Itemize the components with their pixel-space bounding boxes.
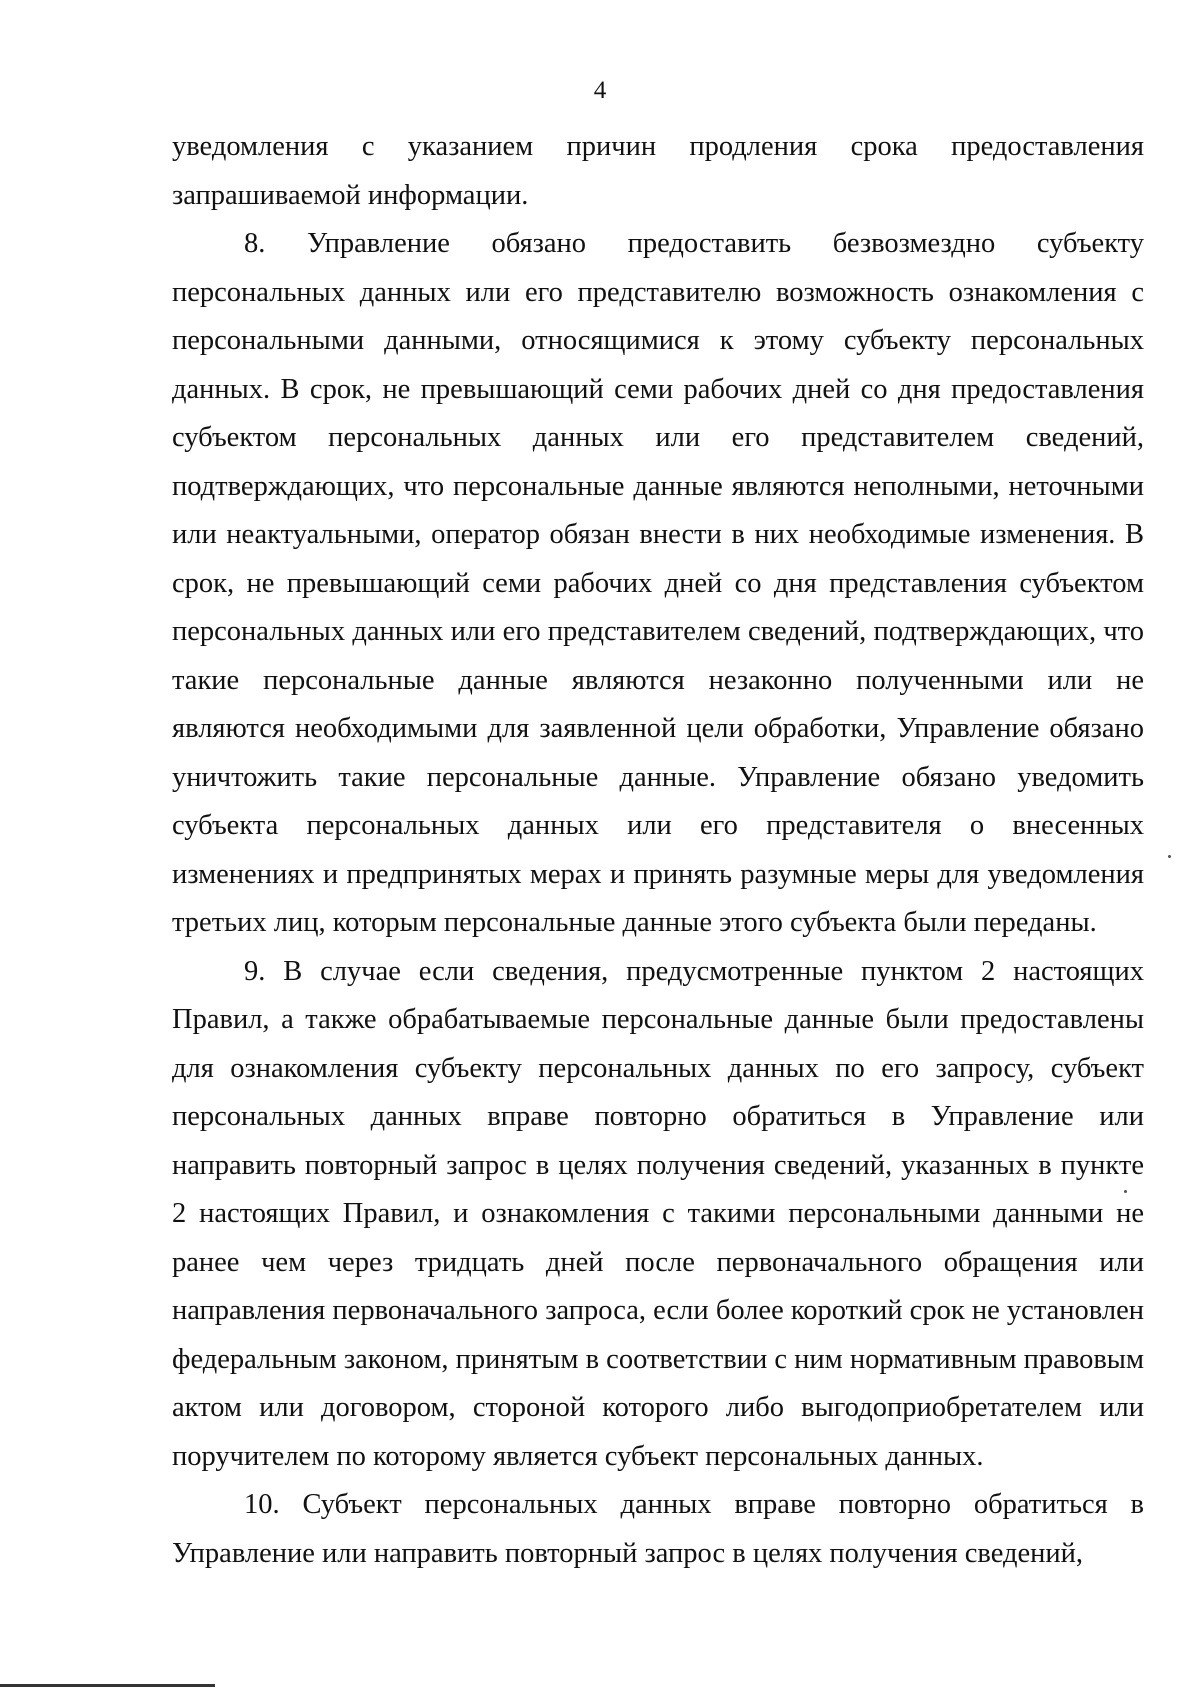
- paragraph-continuation: уведомления с указанием причин продления срока предоставления запрашиваемой информации.: [172, 131, 1144, 211]
- document-body: [172, 123, 1144, 1578]
- scan-speck: [1124, 1190, 1127, 1193]
- footer-rule: [0, 1684, 215, 1687]
- paragraph-item-8: 8. Управление обязано предоставить безвозмездно субъекту персональных данных или его представителю возможность ознакомления с персональными данными, относящимися к этому субъекту персональных данных. В срок, не превышающий семи рабочих дней со дня предоставления субъектом персональных данных или его представителем сведений, подтверждающих, что персональные данные являются неполными, неточными или неактуальными, оператор обязан внести в них необходимые изменения. В срок, не превышающий семи рабочих дней со дня представления субъектом персональных данных или его представителем сведений, подтверждающих, что такие персональные данные являются незаконно полученными или не являются необходимыми для заявленной цели обработки, Управление обязано уничтожить такие персональные данные. Управление обязано уведомить субъекта персональных данных или его представителя о внесенных изменениях и предпринятых мерах и принять разумные меры для уведомления третьих лиц, которым персональные данные этого субъекта были переданы.: [172, 228, 1144, 938]
- scan-speck: [1168, 855, 1171, 858]
- page-number: 4: [593, 77, 607, 104]
- paragraph-item-10: 10. Субъект персональных данных вправе повторно обратиться в Управление или направить повторный запрос в целях получения сведений,: [172, 1489, 1144, 1569]
- paragraph-item-9: 9. В случае если сведения, предусмотренные пунктом 2 настоящих Правил, а также обрабатываемые персональные данные были предоставлены для ознакомления субъекту персональных данных по его запросу, субъект персональных данных вправе повторно обратиться в Управление или направить повторный запрос в целях получения сведений, указанных в пункте 2 настоящих Правил, и ознакомления с такими персональными данными не ранее чем через тридцать дней после первоначального обращения или направления первоначального запроса, если более короткий срок не установлен федеральным законом, принятым в соответствии с ним нормативным правовым актом или договором, стороной которого либо выгодоприобретателем или поручителем по которому является субъект персональных данных.: [172, 955, 1144, 1472]
